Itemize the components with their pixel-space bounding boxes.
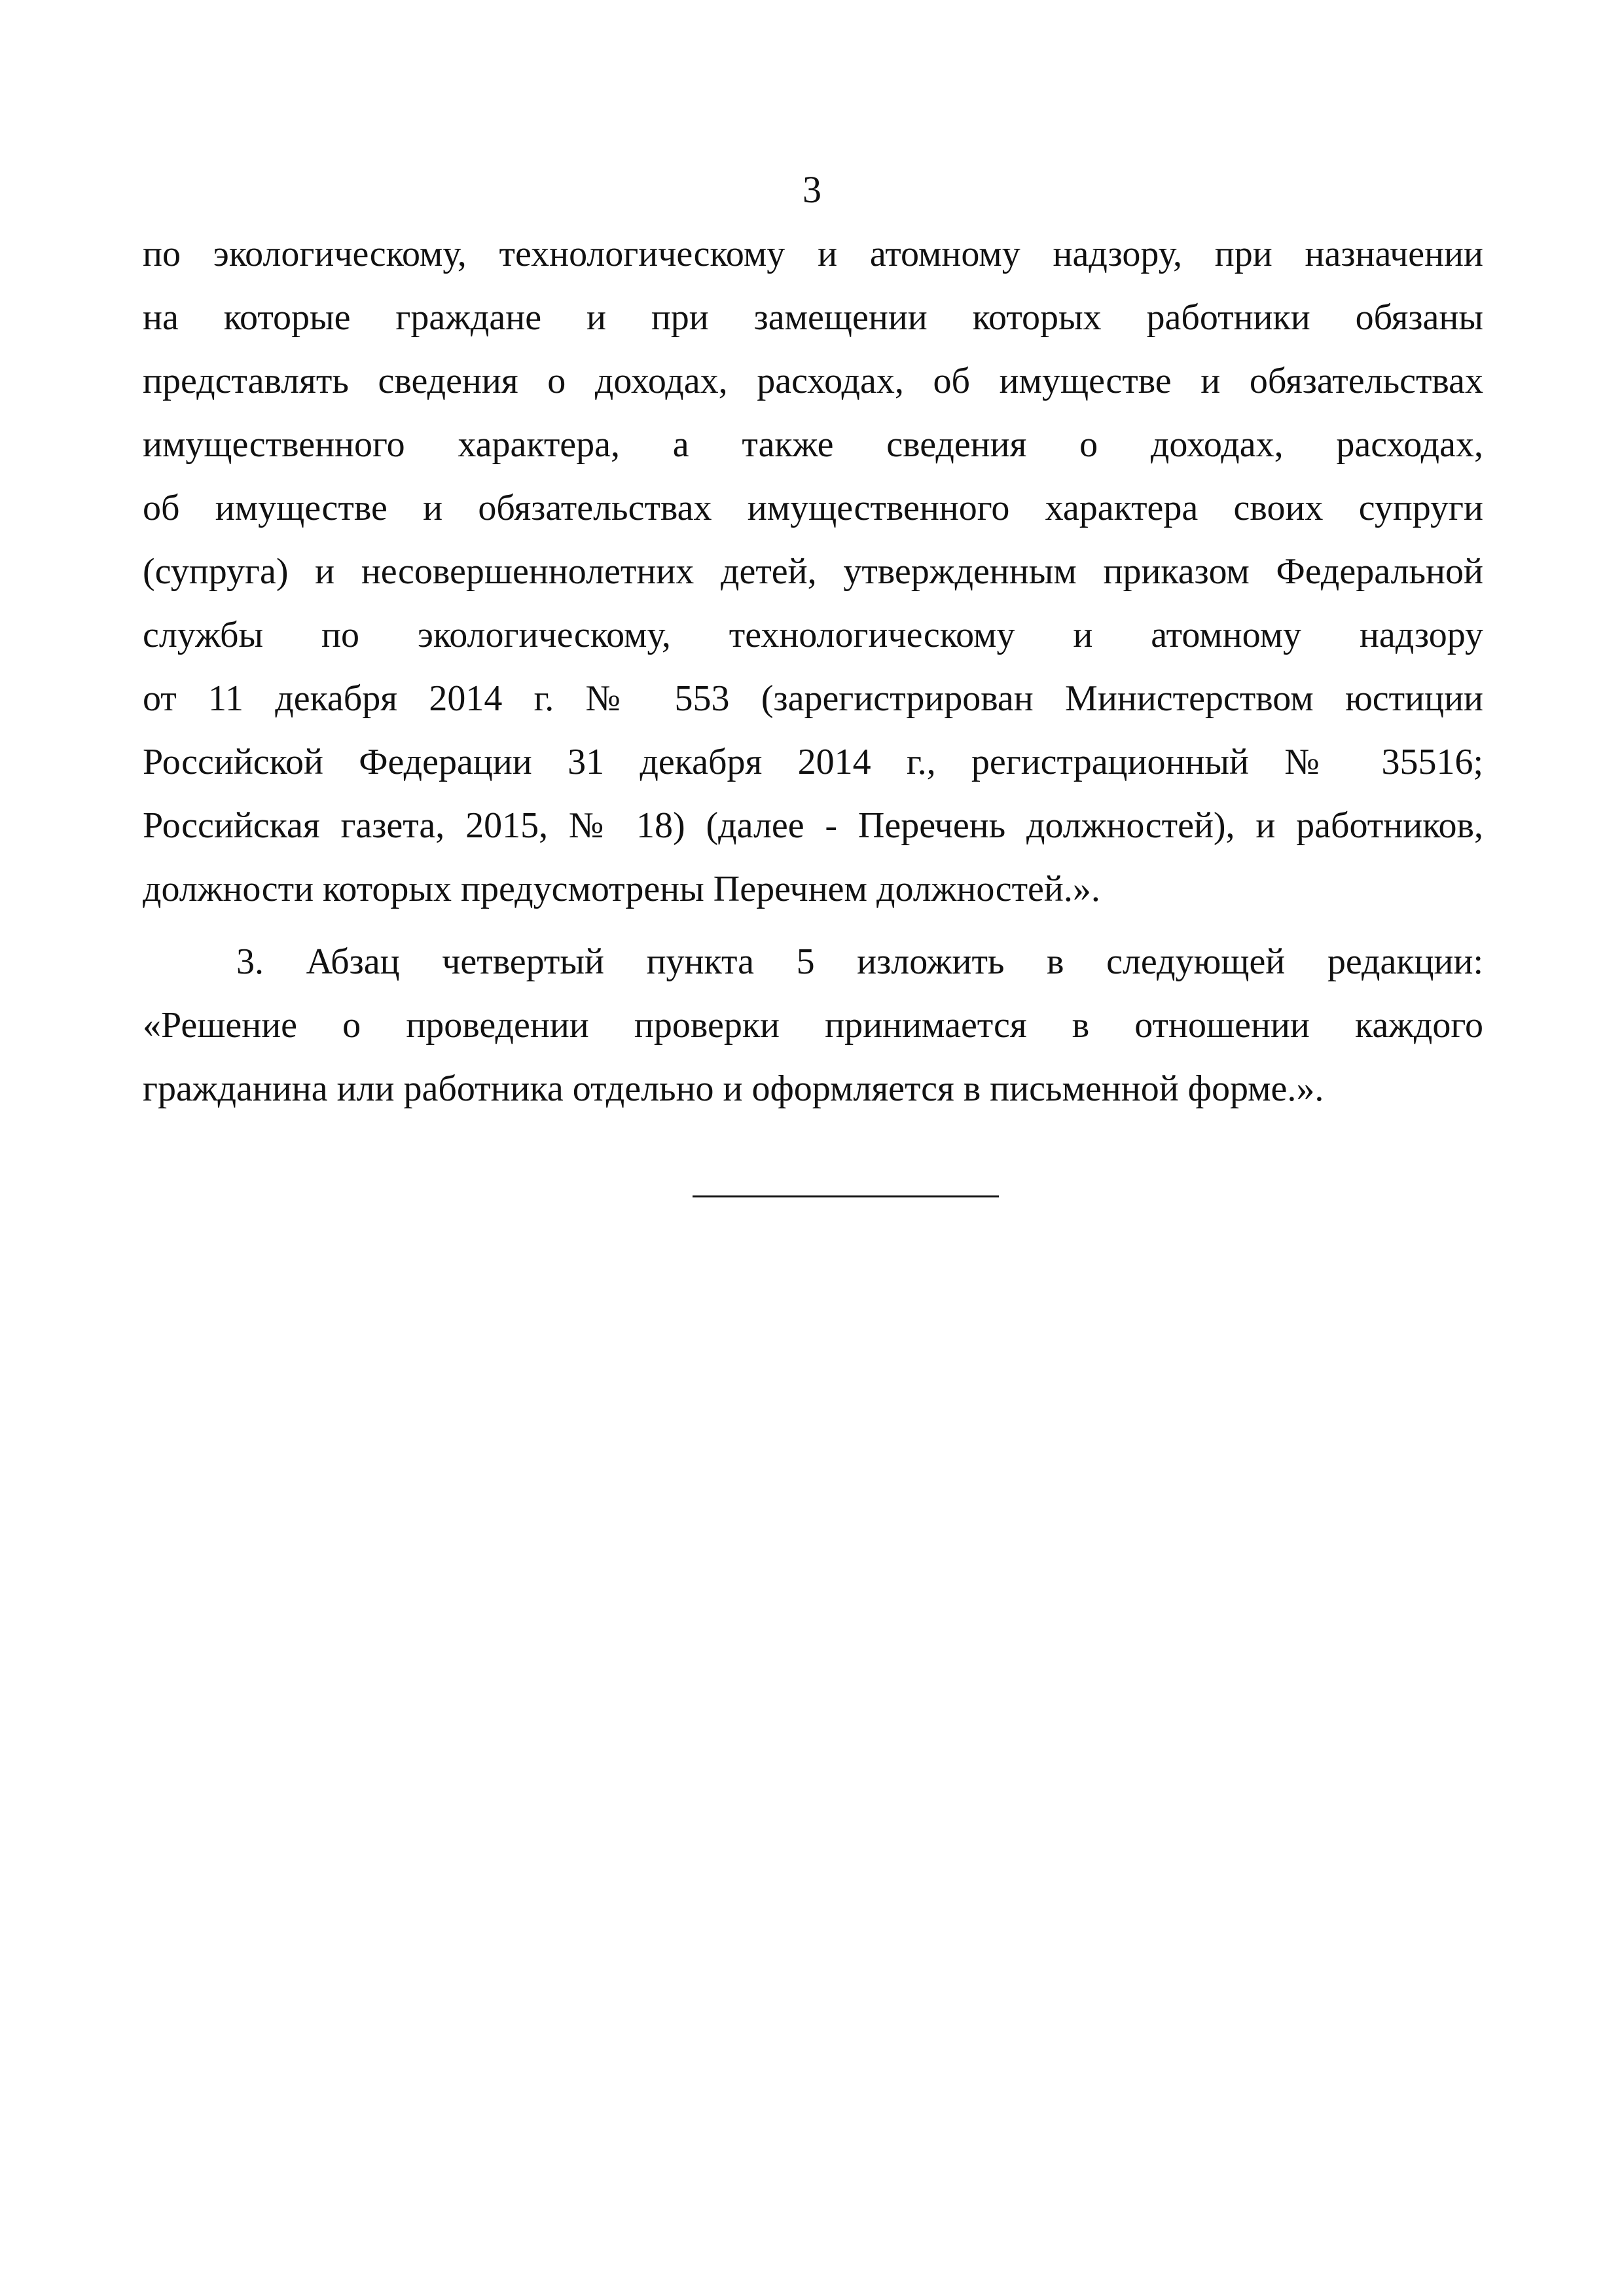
text-line: «Решение о проведении проверки принимается в отношении каждого bbox=[143, 1005, 1483, 1046]
text-line: Российская газета, 2015, № 18) (далее - Перечень должностей), и работников, bbox=[143, 805, 1483, 846]
end-of-document-rule bbox=[693, 1195, 999, 1197]
text-line: 3. Абзац четвертый пункта 5 изложить в следующей редакции: bbox=[236, 941, 1483, 982]
text-line: по экологическому, технологическому и атомному надзору, при назначении bbox=[143, 234, 1483, 274]
text-line: представлять сведения о доходах, расходах, об имуществе и обязательствах bbox=[143, 361, 1483, 401]
text-line: имущественного характера, а также сведения о доходах, расходах, bbox=[143, 424, 1483, 465]
paragraph-amendment-3 bbox=[143, 930, 1483, 1121]
text-line: службы по экологическому, технологическому и атомному надзору bbox=[143, 615, 1483, 655]
document-body bbox=[143, 223, 1483, 1121]
text-line: Российской Федерации 31 декабря 2014 г., регистрационный № 35516; bbox=[143, 742, 1483, 782]
text-line: (супруга) и несовершеннолетних детей, утвержденным приказом Федеральной bbox=[143, 551, 1483, 592]
text-line: гражданина или работника отдельно и оформляется в письменной форме.». bbox=[143, 1068, 1324, 1109]
paragraph-continuation bbox=[143, 223, 1483, 921]
text-line: об имуществе и обязательствах имущественного характера своих супруги bbox=[143, 488, 1483, 528]
page-number: 3 bbox=[803, 168, 821, 211]
text-line: должности которых предусмотрены Перечнем должностей.». bbox=[143, 869, 1100, 909]
text-line: от 11 декабря 2014 г. № 553 (зарегистрирован Министерством юстиции bbox=[143, 678, 1483, 719]
text-line: на которые граждане и при замещении которых работники обязаны bbox=[143, 297, 1483, 338]
paragraph-spacer bbox=[143, 921, 1483, 930]
